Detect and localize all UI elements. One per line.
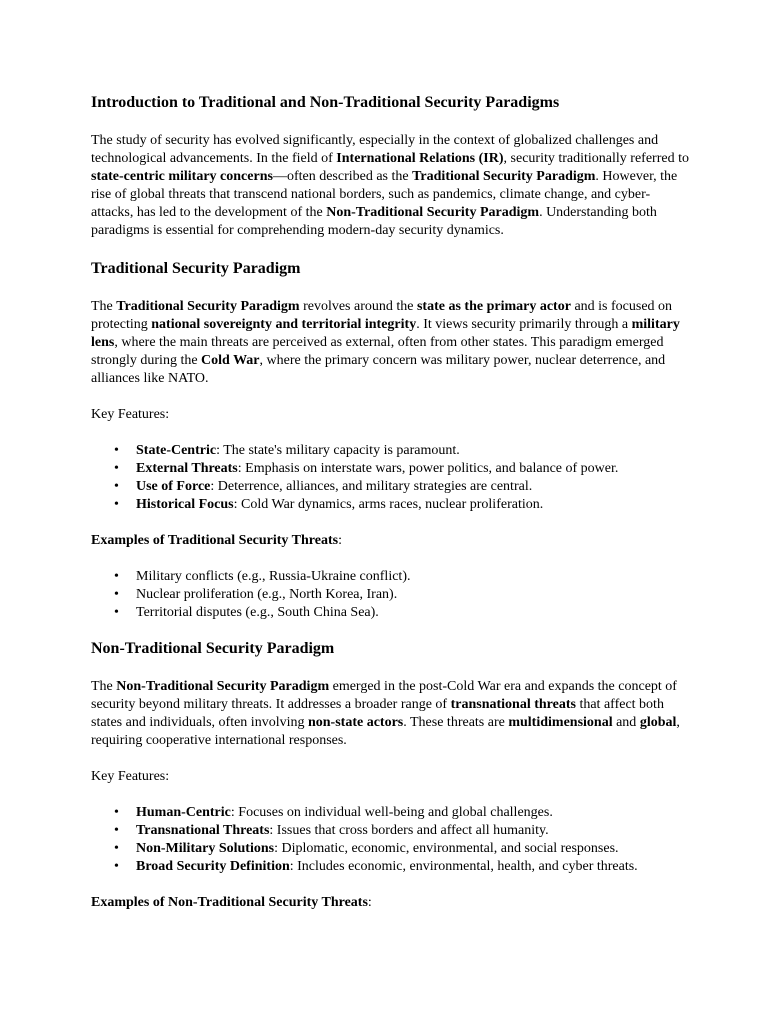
text-run: , where the main threats are perceived as external, often from other states. This paradigm emerged strongly during the bbox=[91, 335, 664, 368]
nontraditional-features-list bbox=[91, 804, 691, 876]
document-title: Introduction to Traditional and Non-Traditional Security Paradigms bbox=[91, 94, 560, 111]
feature-desc: : The state's military capacity is paramount. bbox=[216, 443, 460, 458]
list-item bbox=[91, 858, 691, 876]
bullet-icon: • bbox=[114, 859, 119, 874]
text-run: that affect both states and individuals, often involving bbox=[91, 697, 664, 730]
document-page bbox=[91, 94, 691, 912]
bold-term: transnational threats bbox=[450, 697, 576, 712]
feature-term: Human-Centric bbox=[136, 805, 231, 820]
text-run: emerged in the post-Cold War era and expands the concept of security beyond military threats. It addresses a broader range of bbox=[91, 679, 677, 712]
list-item bbox=[91, 496, 691, 514]
text-run: . However, the rise of global threats that transcend national borders, such as pandemics, climate change, and cyber-attacks, has led to the development of the bbox=[91, 169, 678, 220]
feature-desc: : Diplomatic, economic, environmental, and social responses. bbox=[274, 841, 619, 856]
traditional-key-features-label: Key Features: bbox=[91, 407, 170, 422]
text-run: The study of security has evolved significantly, especially in the context of globalized challenges and technological advancements. In the field of bbox=[91, 133, 659, 166]
list-item bbox=[91, 478, 691, 496]
text-run: . It views security primarily through a bbox=[416, 317, 632, 332]
list-item bbox=[91, 822, 691, 840]
bold-term: Non-Traditional Security Paradigm bbox=[116, 679, 330, 694]
feature-term: State-Centric bbox=[136, 443, 217, 458]
bullet-icon: • bbox=[114, 461, 119, 476]
text-run: . These threats are bbox=[403, 715, 509, 730]
list-item bbox=[91, 460, 691, 478]
nontraditional-key-features-label: Key Features: bbox=[91, 769, 170, 784]
list-item bbox=[91, 442, 691, 460]
feature-desc: : Emphasis on interstate wars, power politics, and balance of power. bbox=[237, 461, 619, 476]
text-run: , requiring cooperative international responses. bbox=[91, 715, 680, 748]
traditional-examples-heading: Examples of Traditional Security Threats: bbox=[91, 533, 342, 548]
feature-term: Historical Focus bbox=[136, 497, 234, 512]
text-run: —often described as the bbox=[272, 169, 413, 184]
feature-desc: : Focuses on individual well-being and global challenges. bbox=[230, 805, 553, 820]
text-run: , where the primary concern was military power, nuclear deterrence, and alliances like NATO. bbox=[91, 353, 666, 386]
list-item: • Military conflicts (e.g., Russia-Ukraine conflict). bbox=[114, 569, 411, 584]
bullet-icon: • bbox=[114, 605, 119, 620]
feature-term: External Threats bbox=[136, 461, 238, 476]
bullet-icon: • bbox=[114, 569, 119, 584]
feature-term: Use of Force bbox=[136, 479, 211, 494]
bold-term: Traditional Security Paradigm bbox=[116, 299, 300, 314]
bold-term: multidimensional bbox=[508, 715, 613, 730]
bullet-icon: • bbox=[114, 805, 119, 820]
bullet-icon: • bbox=[114, 841, 119, 856]
bold-term: Cold War bbox=[201, 353, 260, 368]
feature-term: Transnational Threats bbox=[136, 823, 270, 838]
text-run: . Understanding both paradigms is essential for comprehending modern-day security dynamics. bbox=[91, 205, 657, 238]
text-run: The bbox=[91, 679, 117, 694]
nontraditional-examples-heading: Examples of Non-Traditional Security Threats: bbox=[91, 895, 372, 910]
feature-desc: : Deterrence, alliances, and military strategies are central. bbox=[210, 479, 533, 494]
list-item: • Nuclear proliferation (e.g., North Korea, Iran). bbox=[114, 587, 398, 602]
bullet-icon: • bbox=[114, 479, 119, 494]
feature-desc: : Issues that cross borders and affect all humanity. bbox=[269, 823, 549, 838]
text-run: and bbox=[612, 715, 640, 730]
bullet-icon: • bbox=[114, 443, 119, 458]
feature-term: Broad Security Definition bbox=[136, 859, 290, 874]
traditional-heading: Traditional Security Paradigm bbox=[91, 260, 301, 277]
feature-term: Non-Military Solutions bbox=[136, 841, 275, 856]
bold-term: state as the primary actor bbox=[416, 299, 571, 314]
bold-term: Non-Traditional Security Paradigm bbox=[326, 205, 540, 220]
traditional-paragraph bbox=[91, 298, 691, 388]
text-run: , security traditionally referred to bbox=[503, 151, 689, 166]
bold-term: non-state actors bbox=[307, 715, 404, 730]
text-run: and is focused on protecting bbox=[91, 299, 673, 332]
text-run: revolves around the bbox=[299, 299, 417, 314]
list-item bbox=[91, 804, 691, 822]
bold-term: Traditional Security Paradigm bbox=[412, 169, 596, 184]
bold-term: military lens bbox=[91, 317, 680, 350]
feature-desc: : Includes economic, environmental, health, and cyber threats. bbox=[289, 859, 638, 874]
text-run: The bbox=[91, 299, 117, 314]
bullet-icon: • bbox=[114, 823, 119, 838]
bullet-icon: • bbox=[114, 497, 119, 512]
nontraditional-heading: Non-Traditional Security Paradigm bbox=[91, 640, 335, 657]
traditional-features-list bbox=[91, 442, 691, 514]
list-item bbox=[91, 840, 691, 858]
bold-term: global bbox=[639, 715, 677, 730]
nontraditional-paragraph bbox=[91, 678, 691, 750]
bold-term: state-centric military concerns bbox=[91, 169, 273, 184]
bold-term: International Relations (IR) bbox=[336, 151, 504, 166]
intro-paragraph bbox=[91, 132, 691, 240]
traditional-examples-list bbox=[91, 568, 691, 622]
bullet-icon: • bbox=[114, 587, 119, 602]
bold-term: national sovereignty and territorial integrity bbox=[151, 317, 417, 332]
feature-desc: : Cold War dynamics, arms races, nuclear proliferation. bbox=[233, 497, 544, 512]
list-item: • Territorial disputes (e.g., South China Sea). bbox=[114, 605, 379, 620]
